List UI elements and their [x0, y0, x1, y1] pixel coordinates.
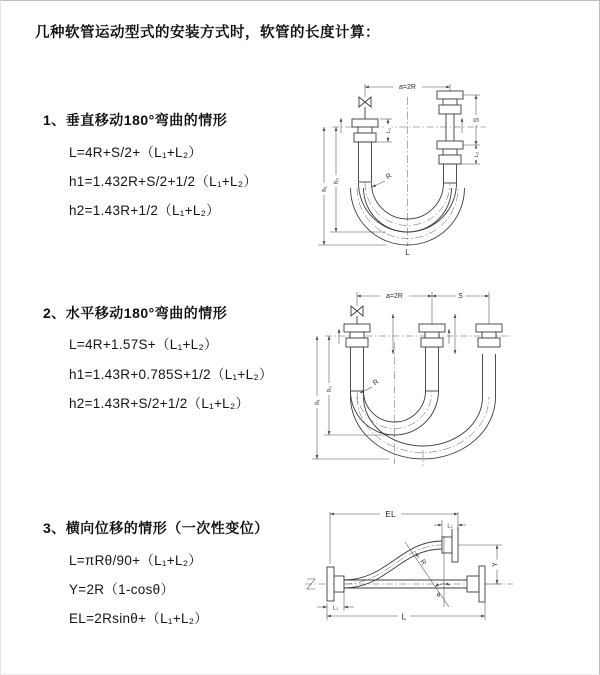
dimension-el [330, 509, 458, 565]
dim-label-a2r: a=2R [399, 84, 416, 91]
hose-s-curve [344, 541, 442, 588]
dim-label-h2: h₂ [334, 178, 340, 184]
dim-label-el: EL [385, 509, 396, 519]
radius-label: R [372, 378, 381, 388]
section-3-formula-L: L=πRθ/90+（L₁+L₂） [69, 553, 203, 568]
angle-label: θ [436, 593, 441, 599]
dimension-a-2r [357, 291, 432, 325]
valve-icon [351, 306, 363, 316]
radius-label: R [418, 558, 428, 567]
dimension-l2 [434, 520, 466, 537]
dimension-l1 [317, 592, 354, 612]
dim-label-h1: h₁ [315, 399, 321, 405]
diagram-horizontal-movement [309, 284, 599, 476]
diagram-3-svg [299, 504, 599, 654]
dim-label-l2: L₂ [474, 151, 480, 158]
section-2-heading: 2、水平移动180°弯曲的情形 [43, 305, 228, 321]
length-callout [402, 246, 413, 257]
dim-label-y: Y [492, 562, 499, 567]
upper-flange-displaced [442, 528, 458, 562]
section-3-formula-Y: Y=2R（1-cosθ） [69, 582, 175, 597]
left-pipe-assembly [344, 306, 370, 391]
dim-label-a2r: a=2R [386, 293, 403, 300]
section-2-formula-L: L=4R+1.57S+（L₁+L₂） [69, 337, 218, 352]
braided-hose-section [444, 164, 457, 183]
diagram-1-svg [314, 71, 596, 263]
dim-label-l1: L₁ [386, 128, 392, 133]
page-title: 几种软管运动型式的安装方式时，软管的长度计算： [35, 25, 380, 41]
length-label: L [405, 248, 410, 257]
braided-hose-section [351, 347, 364, 391]
right-flange-original [467, 566, 485, 602]
section-2-formula-h2: h2=1.43R+S/2+1/2（L₁+L₂） [69, 396, 250, 411]
dim-label-h2: h₂ [327, 386, 333, 392]
dimension-s [463, 95, 481, 145]
section-1-heading: 1、垂直移动180°弯曲的情形 [43, 112, 228, 128]
diagram-lateral-displacement [299, 504, 599, 654]
diagram-vertical-movement [314, 71, 596, 263]
section-1-formula-h2: h2=1.43R+1/2（L₁+L₂） [69, 203, 220, 218]
dimension-h2 [324, 336, 389, 435]
hose-u-bend [351, 354, 496, 459]
section-1-formula-L: L=4R+S/2+（L₁+L₂） [69, 145, 203, 160]
section-3-heading: 3、横向位移的情形（一次性变位） [43, 520, 269, 536]
valve-icon [359, 97, 371, 107]
radius-callout [372, 172, 393, 187]
dim-label-s: S [458, 293, 463, 300]
left-flange [327, 567, 344, 601]
dim-label-l2: L₂ [447, 523, 453, 530]
section-2-formula-h1: h1=1.43R+0.785S+1/2（L₁+L₂） [69, 367, 273, 382]
dimension-l [327, 602, 485, 622]
dim-label-l: L [401, 611, 407, 622]
dimension-s [432, 291, 489, 325]
section-3-formula-EL: EL=2Rsinθ+（L₁+L₂） [69, 611, 209, 626]
radius-label: R [385, 172, 394, 182]
braided-hose-section [359, 142, 372, 182]
left-pipe-assembly [352, 97, 378, 182]
dim-label-s: S [473, 117, 481, 123]
middle-pipe-assembly [419, 324, 445, 391]
right-pipe-assembly [476, 324, 502, 347]
diagram-2-svg [309, 284, 599, 476]
dim-label-l1: L₁ [333, 605, 338, 612]
braided-hose-section [426, 347, 439, 391]
right-pipe-assembly [437, 91, 463, 183]
section-1-formula-h1: h1=1.432R+S/2+1/2（L₁+L₂） [69, 174, 258, 189]
dim-label-h1: h₁ [322, 186, 328, 192]
